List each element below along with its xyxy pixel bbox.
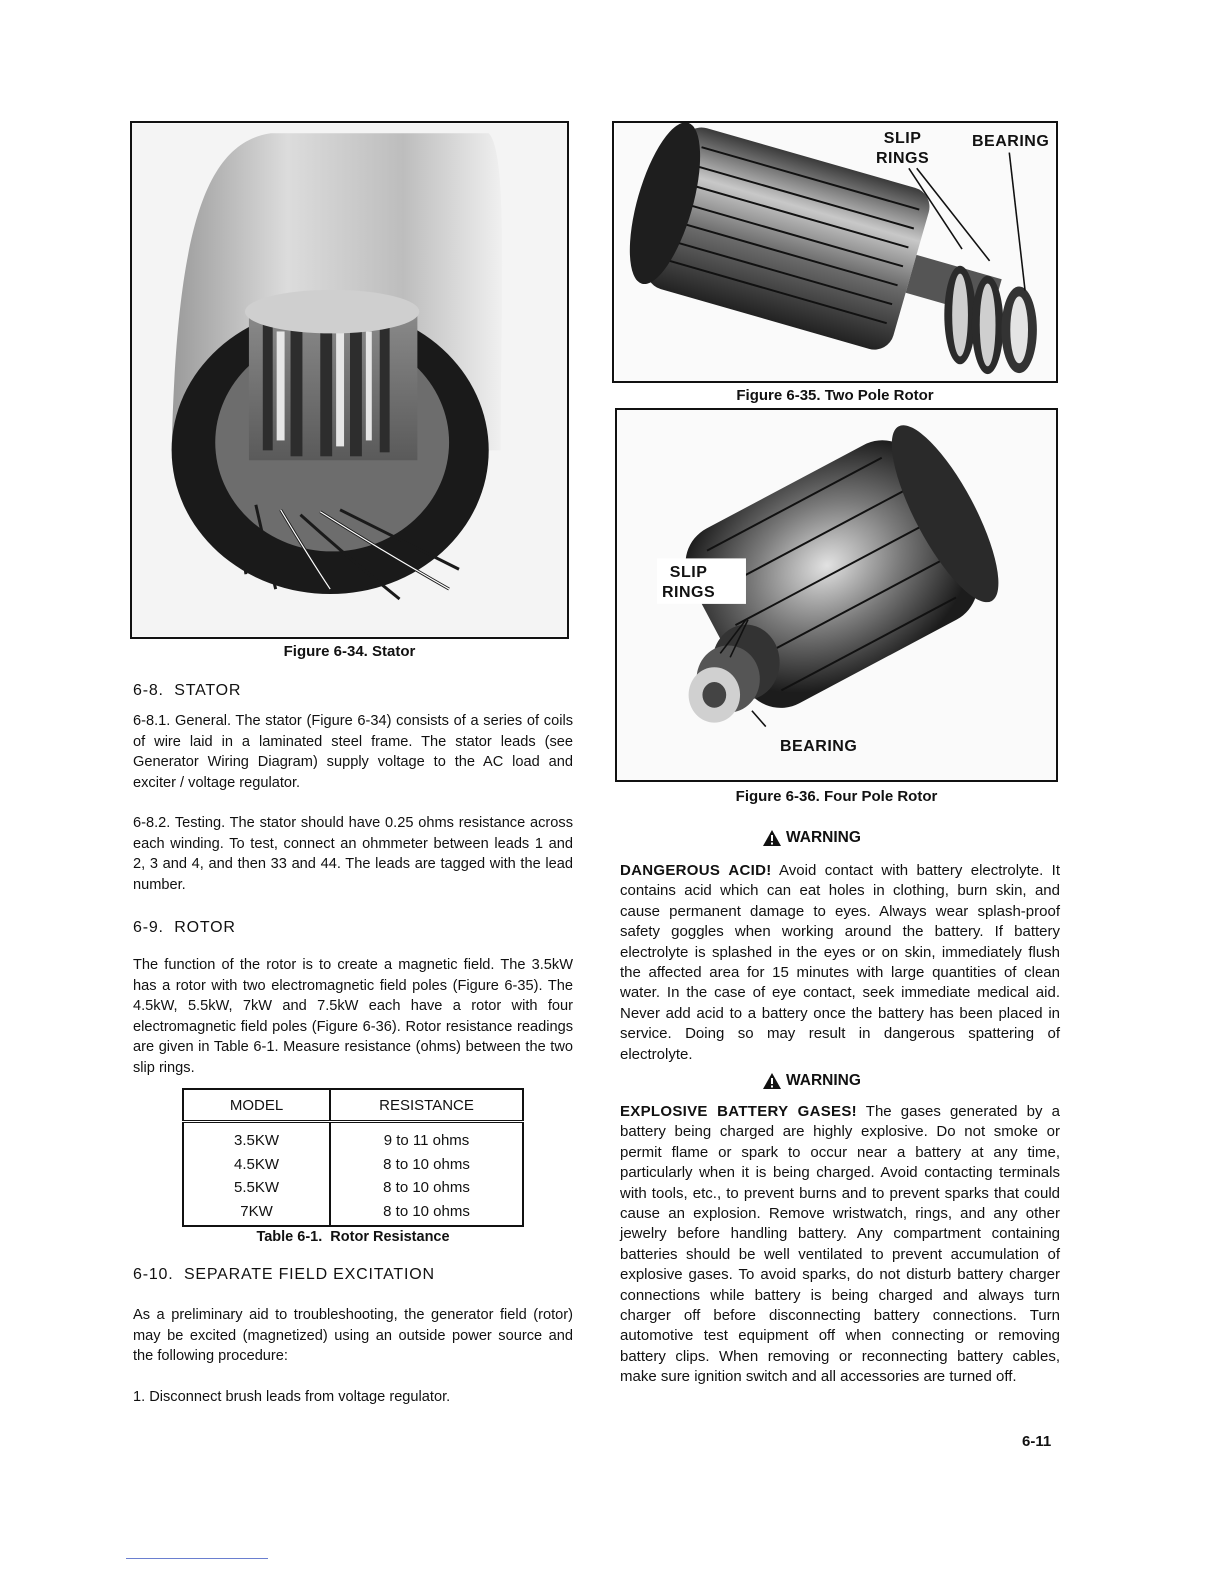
four-pole-bearing-label: BEARING — [780, 738, 858, 755]
warning-1-title — [762, 829, 861, 847]
warning-2-text: The gases generated by a battery being charged are highly explosive. Do not smoke or permit flame or spark to occur near a battery at any time, particularly when it is being charged. Avoid contacting terminals with tools, etc., to prevent burns and to prevent sparks that could cause an explosion. Remove wristwatch, rings, and any other jewelry before handling battery. Any compartment containing batteries should be well ventilated to prevent accumulation of explosive gases. To avoid sparks, do not disturb battery charger connections while battery is being charged and always turn charger off before disconnecting battery connections. Turn automotive test equipment off when connecting or removing battery clips. When removing or reconnecting battery cables, make sure ignition switch and all accessories are turned off. — [620, 1103, 1060, 1386]
table-cell-model: 3.5KW — [183, 1122, 330, 1153]
warning-1-title-text: WARNING — [786, 829, 861, 846]
table-cell-model: 5.5KW — [183, 1176, 330, 1200]
table-row — [183, 1200, 523, 1227]
four-pole-rotor-photo — [615, 408, 1058, 782]
warning-1-body — [620, 861, 1060, 1065]
two-pole-bearing-label: BEARING — [972, 133, 1050, 150]
table-cell-resistance: 8 to 10 ohms — [330, 1176, 523, 1200]
table-6-1-caption: Table 6-1. Rotor Resistance — [256, 1229, 450, 1245]
stator-heading: 6-8. STATOR — [133, 682, 242, 699]
stator-testing-paragraph: 6-8.2. Testing. The stator should have 0.25 ohms resistance across each winding. To test, connect an ohmmeter between leads 1 and 2, 3 and 4, and then 33 and 44. The leads are tagged with the lead number. — [133, 815, 573, 893]
table-cell-resistance: 8 to 10 ohms — [330, 1200, 523, 1227]
stator-photo — [130, 121, 569, 639]
warning-2-lead: EXPLOSIVE BATTERY GASES! — [620, 1103, 857, 1120]
table-header-resistance: RESISTANCE — [330, 1089, 523, 1122]
table-header-model: MODEL — [183, 1089, 330, 1122]
warning-2-title-text: WARNING — [786, 1072, 861, 1089]
field-excitation-heading: 6-10. SEPARATE FIELD EXCITATION — [133, 1266, 435, 1283]
page-number: 6-11 — [1022, 1433, 1052, 1450]
table-header-row — [183, 1089, 523, 1122]
figure-6-36-caption: Figure 6-36. Four Pole Rotor — [735, 788, 938, 805]
warning-1-lead: DANGEROUS ACID! — [620, 862, 772, 879]
stator-general-paragraph: 6-8.1. General. The stator (Figure 6-34) consists of a series of coils of wire laid in a laminated steel frame. The stator leads (see Generator Wiring Diagram) supply voltage to the AC load and exciter / voltage regulator. — [133, 713, 573, 791]
field-excitation-intro: As a preliminary aid to troubleshooting, the generator field (rotor) may be excited (magnetized) using an outside power source and the following procedure: — [133, 1307, 573, 1364]
rotor-resistance-table — [182, 1088, 524, 1227]
warning-2-title — [762, 1072, 861, 1090]
table-cell-model: 7KW — [183, 1200, 330, 1227]
two-pole-rotor-photo — [612, 121, 1058, 383]
warning-1-text: Avoid contact with battery electrolyte. It contains acid which can eat holes in clothing, burn skin, and cause permanent damage to eyes. Always wear splash-proof safety goggles when working around the battery. If battery electrolyte is splashed in the eyes or on skin, immediately flush the affected area for 15 minutes with large quantities of clean water. In the case of eye contact, seek immediate medical aid. Never add acid to a battery once the battery has been placed in service. Doing so may result in dangerous spattering of electrolyte. — [620, 862, 1060, 1063]
footnote-separator — [126, 1558, 268, 1559]
stator-illustration — [132, 123, 567, 637]
field-excitation-step-1: 1. Disconnect brush leads from voltage regulator. — [133, 1389, 451, 1405]
two-pole-rotor-illustration — [614, 123, 1056, 381]
four-pole-slip-rings-label: SLIP RINGS — [662, 564, 716, 601]
table-row — [183, 1122, 523, 1153]
table-cell-resistance: 9 to 11 ohms — [330, 1122, 523, 1153]
rotor-paragraph: The function of the rotor is to create a magnetic field. The 3.5kW has a rotor with two electromagnetic field poles (Figure 6-35). The 4.5kW, 5.5kW, 7kW and 7.5kW each have a rotor with four electromagnetic field poles (Figure 6-36). Rotor resistance readings are given in Table 6-1. Measure resistance (ohms) between the two slip rings. — [133, 957, 573, 1076]
figure-6-35-caption: Figure 6-35. Two Pole Rotor — [736, 387, 934, 404]
figure-6-34-caption: Figure 6-34. Stator — [283, 643, 416, 660]
warning-2-body — [620, 1102, 1060, 1388]
warning-triangle-icon — [762, 1072, 782, 1090]
two-pole-slip-rings-label: SLIP RINGS — [876, 130, 930, 167]
table-cell-resistance: 8 to 10 ohms — [330, 1153, 523, 1177]
rotor-heading: 6-9. ROTOR — [133, 919, 236, 936]
table-row — [183, 1153, 523, 1177]
table-cell-model: 4.5KW — [183, 1153, 330, 1177]
table-row — [183, 1176, 523, 1200]
warning-triangle-icon — [762, 829, 782, 847]
